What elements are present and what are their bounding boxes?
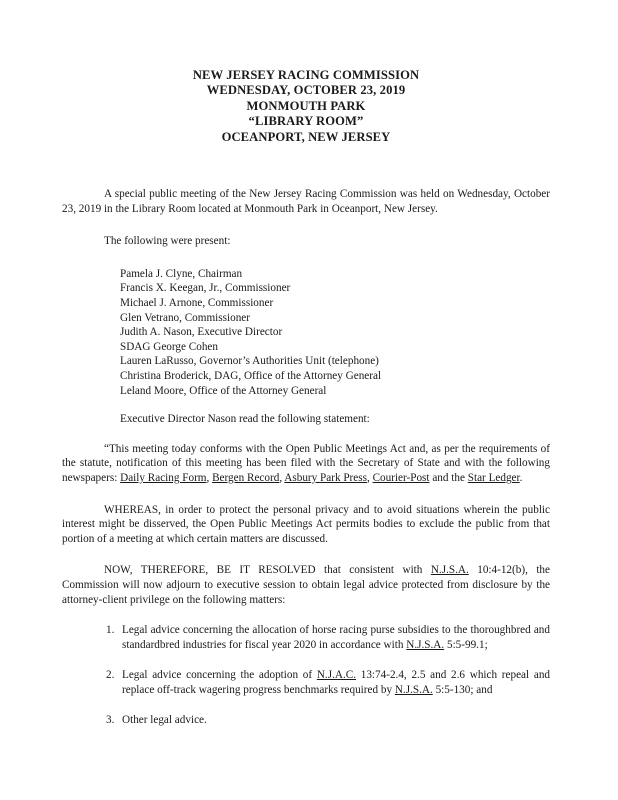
header-line-location: OCEANPORT, NEW JERSEY — [221, 129, 391, 144]
period: . — [519, 471, 523, 484]
opma-statement — [62, 442, 550, 486]
separator: and the — [429, 471, 468, 484]
newspaper-courier-post: Courier-Post — [372, 471, 430, 484]
newspaper-daily-racing-form: Daily Racing Form — [120, 471, 207, 484]
header-line-room: “LIBRARY ROOM” — [248, 114, 364, 129]
attendee: Francis X. Keegan, Jr., Commissioner — [120, 282, 291, 295]
list-item — [106, 623, 550, 652]
statement-text: “This meeting today conforms with the Open Public Meetings Act and, as per the requirements of the statute, notification of this meeting has been filed with the Secretary of State and with the following newspapers: — [62, 442, 550, 484]
statute-reference: N.J.S.A. — [430, 564, 469, 577]
header-line-date: WEDNESDAY, OCTOBER 23, 2019 — [206, 83, 406, 98]
separator: , — [279, 471, 285, 484]
resolved-text: 10:4-12(b), the Commission will now adjourn to executive session to obtain legal advice protected from disclosure by the attorney-client privilege on the following matters: — [62, 564, 550, 606]
list-item — [106, 668, 550, 697]
statute-reference: N.J.S.A. — [394, 683, 433, 696]
matter-text: Other legal advice. — [122, 714, 207, 727]
resolved-paragraph — [62, 563, 550, 607]
attendee: Judith A. Nason, Executive Director — [120, 326, 283, 339]
document-header — [62, 0, 550, 145]
separator: , — [206, 471, 213, 484]
attendee: Pamela J. Clyne, Chairman — [120, 267, 243, 280]
attendee: Glen Vetrano, Commissioner — [120, 311, 250, 324]
attendee: Leland Moore, Office of the Attorney General — [120, 384, 327, 397]
regulation-reference: N.J.A.C. — [316, 669, 357, 682]
attendee: SDAG George Cohen — [120, 340, 218, 353]
newspaper-asbury-park-press: Asbury Park Press — [284, 471, 367, 484]
matters-list — [62, 623, 550, 728]
list-item — [106, 713, 550, 728]
resolved-text: NOW, THEREFORE, BE IT RESOLVED that consistent with — [104, 564, 431, 577]
matter-text: Legal advice concerning the adoption of — [122, 669, 317, 682]
matter-text: 5:5-99.1; — [444, 638, 488, 651]
attendee: Lauren LaRusso, Governor’s Authorities Unit (telephone) — [120, 355, 379, 368]
attendee-list — [62, 267, 550, 398]
matter-text: Legal advice concerning the allocation of horse racing purse subsidies to the thoroughbred and standardbred industries for fiscal year 2020 in accordance with — [122, 624, 550, 651]
attendee: Michael J. Arnone, Commissioner — [120, 297, 274, 309]
list-number: 2. — [106, 669, 115, 682]
header-line-commission: NEW JERSEY RACING COMMISSION — [192, 68, 420, 82]
matter-text: 13:74-2.4, 2.5 and 2.6 which repeal and replace off-track wagering progress benchmarks required by — [122, 669, 551, 696]
separator: , — [366, 471, 373, 484]
list-number: 3. — [106, 714, 115, 727]
matter-text: 5:5-130; and — [432, 683, 493, 696]
header-line-venue: MONMOUTH PARK — [246, 98, 366, 113]
intro-paragraph: A special public meeting of the New Jersey Racing Commission was held on Wednesday, October 23, 2019 in the Library Room located at Monmouth Park in Oceanport, New Jersey. — [62, 188, 550, 215]
list-number: 1. — [106, 624, 115, 637]
newspaper-bergen-record: Bergen Record — [212, 471, 280, 484]
attendee: Christina Broderick, DAG, Office of the Attorney General — [120, 369, 382, 382]
statute-reference: N.J.S.A. — [406, 638, 445, 651]
statement-intro: Executive Director Nason read the following statement: — [120, 413, 370, 426]
newspaper-star-ledger: Star Ledger — [467, 471, 520, 484]
whereas-paragraph: WHEREAS, in order to protect the personal privacy and to avoid situations wherein the public interest might be disserved, the Open Public Meetings Act permits bodies to exclude the public from that portion of a meeting at which certain matters are discussed. — [62, 503, 550, 545]
present-label: The following were present: — [104, 235, 231, 248]
